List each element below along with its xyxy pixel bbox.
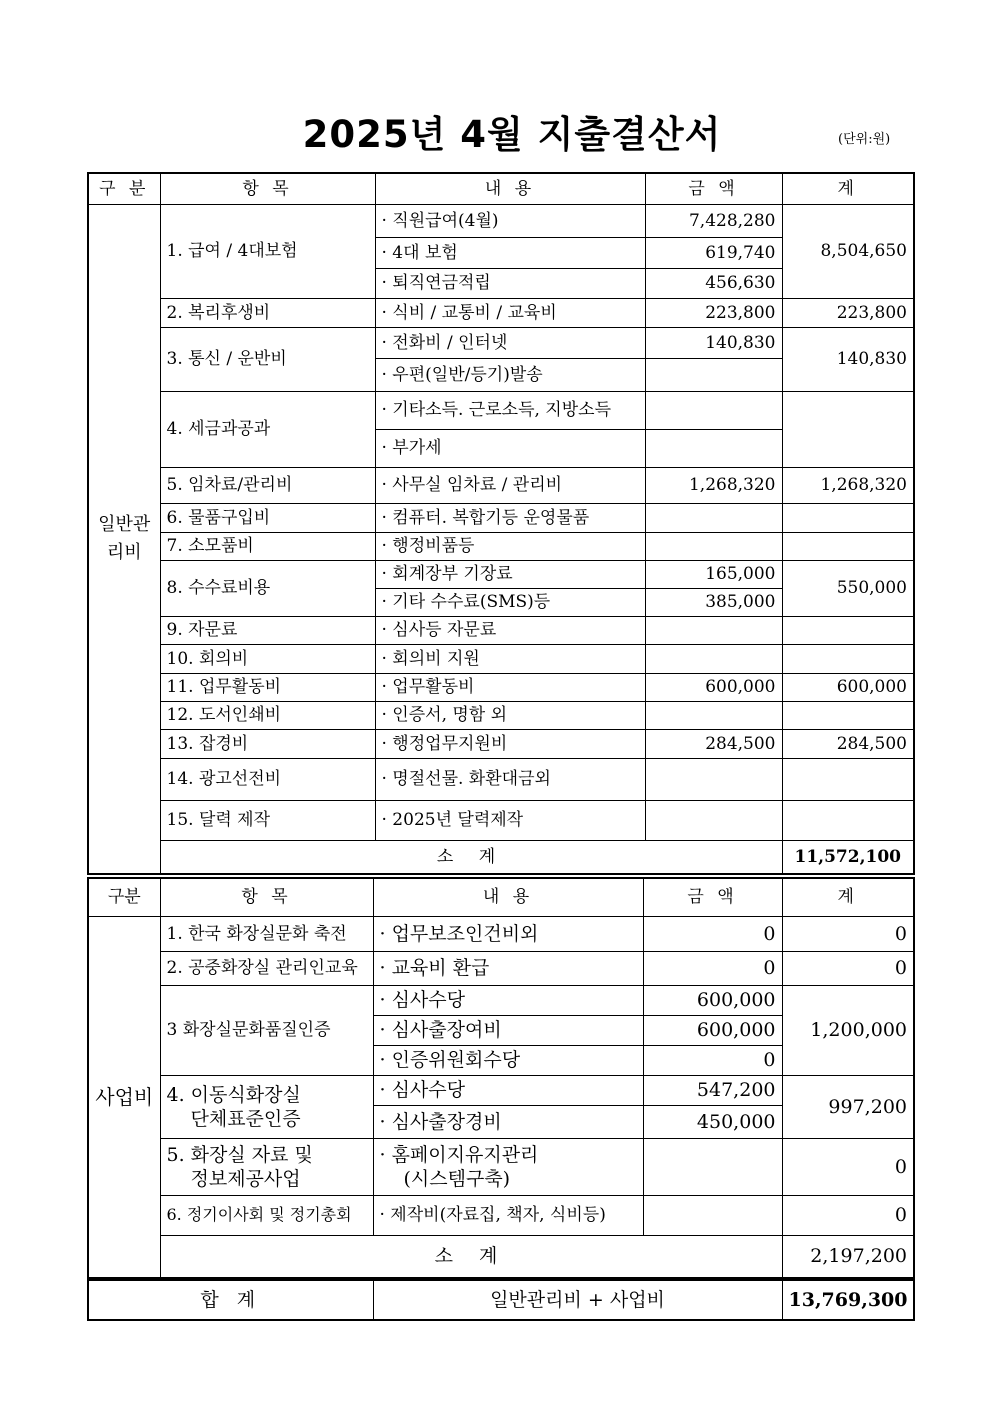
content-cell: · 교육비 환급: [373, 951, 643, 985]
amount-cell: [643, 1195, 782, 1235]
total-cell: [782, 800, 914, 840]
business-expense-table: [87, 877, 915, 1279]
content-cell: · 4대 보험: [375, 237, 645, 268]
total-cell: 600,000: [782, 673, 914, 701]
total-cell: 550,000: [782, 560, 914, 616]
header-category: 구분: [88, 878, 160, 916]
item-line-2: 정보제공사업: [190, 1167, 301, 1190]
grand-total-label: 합 계: [88, 1280, 373, 1320]
content-cell: · 회의비 지원: [375, 644, 645, 673]
content-line-1: · 홈페이지유지관리: [379, 1143, 539, 1166]
total-cell: 284,500: [782, 729, 914, 758]
amount-cell: 284,500: [645, 729, 782, 758]
table-row: [88, 800, 914, 840]
table-row: [88, 1075, 914, 1105]
grand-total-row: [88, 1280, 914, 1320]
table-row: [88, 204, 914, 237]
amount-cell: 1,268,320: [645, 467, 782, 503]
content-cell: · 제작비(자료집, 책자, 식비등): [373, 1195, 643, 1235]
total-cell: [782, 503, 914, 532]
content-cell: · 인증서, 명함 외: [375, 701, 645, 729]
content-cell: · 부가세: [375, 429, 645, 467]
amount-cell: 0: [643, 916, 782, 951]
table-row: [88, 560, 914, 588]
amount-cell: 619,740: [645, 237, 782, 268]
header-row: [88, 878, 914, 916]
total-cell: [782, 532, 914, 560]
amount-cell: [645, 616, 782, 644]
amount-cell: 547,200: [643, 1075, 782, 1105]
amount-cell: 600,000: [645, 673, 782, 701]
item-cell: [160, 1075, 373, 1138]
item-cell: 3. 통신 / 운반비: [160, 327, 375, 391]
table-row: [88, 391, 914, 429]
subtotal-value: 11,572,100: [782, 840, 914, 874]
item-cell: 13. 잡경비: [160, 729, 375, 758]
total-cell: 997,200: [782, 1075, 914, 1138]
amount-cell: [645, 391, 782, 429]
header-total: 계: [782, 173, 914, 204]
header-item: 항 목: [160, 878, 373, 916]
table-row: [88, 532, 914, 560]
table-row: [88, 327, 914, 358]
header-row: [88, 173, 914, 204]
total-cell: 1,200,000: [782, 985, 914, 1075]
subtotal-row: [88, 840, 914, 874]
amount-cell: [645, 644, 782, 673]
header-total: 계: [782, 878, 914, 916]
item-cell: 12. 도서인쇄비: [160, 701, 375, 729]
amount-cell: 456,630: [645, 268, 782, 298]
grand-total-table: [87, 1279, 915, 1321]
table-row: [88, 616, 914, 644]
table-row: [88, 758, 914, 800]
item-line-1: 5. 화장실 자료 및: [166, 1143, 313, 1166]
total-cell: 0: [782, 916, 914, 951]
subtotal-row: [88, 1235, 914, 1278]
subtotal-label: 소 계: [160, 1235, 782, 1278]
item-cell: 7. 소모품비: [160, 532, 375, 560]
item-cell: 2. 공중화장실 관리인교육: [160, 951, 373, 985]
header-amount: 금 액: [643, 878, 782, 916]
item-cell: 9. 자문료: [160, 616, 375, 644]
category-business: 사업비: [88, 916, 160, 1278]
grand-total-value: 13,769,300: [782, 1280, 914, 1320]
item-cell: 11. 업무활동비: [160, 673, 375, 701]
content-cell: · 심사수당: [373, 1075, 643, 1105]
table-row: [88, 467, 914, 503]
total-cell: 1,268,320: [782, 467, 914, 503]
category-general: 일반관리비: [88, 204, 160, 874]
amount-cell: [645, 701, 782, 729]
item-line-2: 단체표준인증: [190, 1107, 301, 1130]
amount-cell: [645, 503, 782, 532]
table-row: [88, 644, 914, 673]
subtotal-label: 소 계: [160, 840, 782, 874]
item-cell: [160, 1138, 373, 1195]
item-cell: 5. 임차료/관리비: [160, 467, 375, 503]
content-cell: · 우편(일반/등기)발송: [375, 358, 645, 391]
item-line-1: 4. 이동식화장실: [166, 1083, 301, 1106]
header-contents: 내 용: [375, 173, 645, 204]
header-amount: 금 액: [645, 173, 782, 204]
amount-cell: 385,000: [645, 588, 782, 616]
header-item: 항 목: [160, 173, 375, 204]
item-cell: 2. 복리후생비: [160, 298, 375, 327]
total-cell: 0: [782, 951, 914, 985]
table-row: [88, 503, 914, 532]
item-cell: 15. 달력 제작: [160, 800, 375, 840]
total-cell: [782, 758, 914, 800]
content-cell: · 심사출장경비: [373, 1105, 643, 1138]
content-cell: · 심사등 자문료: [375, 616, 645, 644]
content-cell: · 퇴직연금적립: [375, 268, 645, 298]
header-contents: 내 용: [373, 878, 643, 916]
content-cell: · 직원급여(4월): [375, 204, 645, 237]
content-cell: · 심사출장여비: [373, 1015, 643, 1045]
content-cell: · 식비 / 교통비 / 교육비: [375, 298, 645, 327]
item-cell: 10. 회의비: [160, 644, 375, 673]
total-cell: 140,830: [782, 327, 914, 391]
total-cell: [782, 391, 914, 467]
item-cell: 1. 한국 화장실문화 축전: [160, 916, 373, 951]
page-title: 2025년 4월 지출결산서: [302, 113, 722, 156]
header-category: 구 분: [88, 173, 160, 204]
content-cell: · 전화비 / 인터넷: [375, 327, 645, 358]
amount-cell: 7,428,280: [645, 204, 782, 237]
amount-cell: 165,000: [645, 560, 782, 588]
table-row: [88, 916, 914, 951]
content-cell: · 업무활동비: [375, 673, 645, 701]
table-row: [88, 985, 914, 1015]
item-cell: 8. 수수료비용: [160, 560, 375, 616]
total-cell: 0: [782, 1138, 914, 1195]
unit-label: (단위:원): [838, 132, 891, 147]
amount-cell: [645, 532, 782, 560]
content-cell: · 사무실 임차료 / 관리비: [375, 467, 645, 503]
amount-cell: 223,800: [645, 298, 782, 327]
amount-cell: [645, 358, 782, 391]
total-cell: [782, 701, 914, 729]
item-cell: 14. 광고선전비: [160, 758, 375, 800]
amount-cell: 0: [643, 951, 782, 985]
content-cell: · 기타 수수료(SMS)등: [375, 588, 645, 616]
amount-cell: [645, 429, 782, 467]
content-cell: [373, 1138, 643, 1195]
content-cell: · 행정비품등: [375, 532, 645, 560]
content-cell: · 2025년 달력제작: [375, 800, 645, 840]
subtotal-value: 2,197,200: [782, 1235, 914, 1278]
table-row: [88, 729, 914, 758]
general-expense-table: [87, 172, 915, 875]
content-cell: · 회계장부 기장료: [375, 560, 645, 588]
amount-cell: [645, 758, 782, 800]
total-cell: 8,504,650: [782, 204, 914, 298]
table-row: [88, 673, 914, 701]
content-cell: · 행정업무지원비: [375, 729, 645, 758]
content-line-2: (시스템구축): [403, 1167, 511, 1190]
amount-cell: [645, 800, 782, 840]
content-cell: · 심사수당: [373, 985, 643, 1015]
item-cell: 1. 급여 / 4대보험: [160, 204, 375, 298]
content-cell: · 인증위원회수당: [373, 1045, 643, 1075]
item-cell: 6. 물품구입비: [160, 503, 375, 532]
total-cell: 0: [782, 1195, 914, 1235]
item-cell: 3 화장실문화품질인증: [160, 985, 373, 1075]
total-cell: [782, 616, 914, 644]
content-cell: · 업무보조인건비외: [373, 916, 643, 951]
table-row: [88, 701, 914, 729]
amount-cell: 140,830: [645, 327, 782, 358]
content-cell: · 기타소득. 근로소득, 지방소득: [375, 391, 645, 429]
item-cell: 4. 세금과공과: [160, 391, 375, 467]
table-row: [88, 298, 914, 327]
amount-cell: 450,000: [643, 1105, 782, 1138]
grand-total-desc: 일반관리비 + 사업비: [373, 1280, 782, 1320]
amount-cell: 600,000: [643, 1015, 782, 1045]
table-row: [88, 951, 914, 985]
total-cell: [782, 644, 914, 673]
item-cell: 6. 정기이사회 및 정기총회: [160, 1195, 373, 1235]
content-cell: · 컴퓨터. 복합기등 운영물품: [375, 503, 645, 532]
amount-cell: 0: [643, 1045, 782, 1075]
amount-cell: [643, 1138, 782, 1195]
total-cell: 223,800: [782, 298, 914, 327]
table-row: [88, 1195, 914, 1235]
content-cell: · 명절선물. 화환대금외: [375, 758, 645, 800]
amount-cell: 600,000: [643, 985, 782, 1015]
table-row: [88, 1138, 914, 1195]
